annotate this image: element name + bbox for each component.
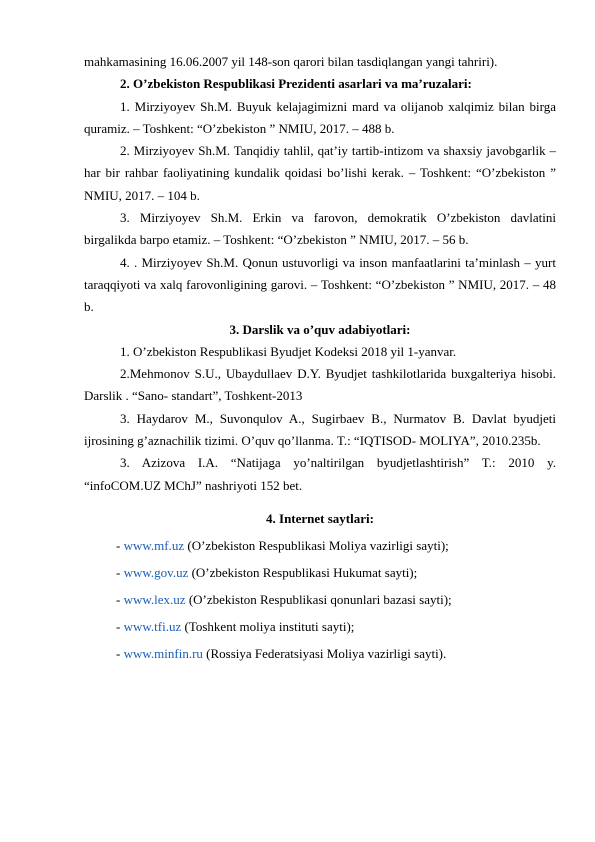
reference-item: 4. . Mirziyoyev Sh.M. Qonun ustuvorligi va inson manfaatlarini ta’minlash – yurt taraqqiyoti va xalq farovonligining garovi. – Toshkent: “O’zbekiston ” NMIU, 2017. – 48 b. bbox=[84, 254, 556, 315]
section-4-heading: 4. Internet saytlari: bbox=[266, 510, 374, 526]
site-link[interactable]: www.minfin.ru bbox=[123, 646, 203, 662]
site-description: (O’zbekiston Respublikasi Hukumat sayti); bbox=[188, 565, 418, 581]
reference-item: 3. Azizova I.A. “Natijaga yo’naltirilgan byudjetlashtirish” T.: 2010 y. “infoCOM.UZ MChJ” nashriyoti 152 bet. bbox=[84, 455, 556, 493]
site-link[interactable]: www.lex.uz bbox=[123, 592, 186, 608]
site-description: (Rossiya Federatsiyasi Moliya vazirligi sayti). bbox=[202, 646, 447, 662]
list-dash: - bbox=[116, 646, 124, 662]
reference-item: 2. Mirziyoyev Sh.M. Tanqidiy tahlil, qat’iy tartib-intizom va shaxsiy javobgarlik – har bir rahbar faoliyatining kundalik qoidasi bo’lishi kerak. – Toshkent: “O’zbekiston ” NMIU, 2017. – 104 b. bbox=[84, 143, 556, 203]
site-link[interactable]: www.gov.uz bbox=[123, 565, 189, 581]
intro-line: mahkamasining 16.06.2007 yil 148-son qarori bilan tasdiqlangan yangi tahriri). bbox=[84, 54, 498, 69]
site-description: (Toshkent moliya instituti sayti); bbox=[181, 619, 355, 635]
site-description: (O’zbekiston Respublikasi qonunlari bazasi sayti); bbox=[185, 592, 452, 608]
reference-item: 1. O’zbekiston Respublikasi Byudjet Kodeksi 2018 yil 1-yanvar. bbox=[120, 343, 457, 359]
reference-item: 2.Mehmonov S.U., Ubaydullaev D.Y. Byudjet tashkilotlarida buxgalteriya hisobi. Darslik . “Sano- standart”, Toshkent-2013 bbox=[84, 366, 556, 404]
section-3-heading: 3. Darslik va o’quv adabiyotlari: bbox=[229, 321, 411, 337]
reference-item: 3. Mirziyoyev Sh.M. Erkin va farovon, demokratik O’zbekiston davlatini birgalikda barpo etamiz. – Toshkent: “O’zbekiston ” NMIU, 2017. – 56 b. bbox=[84, 210, 556, 248]
reference-item: 1. Mirziyoyev Sh.M. Buyuk kelajagimizni mard va olijanob xalqimiz bilan birga quramiz. – Toshkent: “O’zbekiston ” NMIU, 2017. – 488 b. bbox=[84, 98, 556, 136]
site-description: (O’zbekiston Respublikasi Moliya vazirligi sayti); bbox=[184, 538, 449, 554]
site-link[interactable]: www.mf.uz bbox=[123, 538, 185, 554]
internet-site-item bbox=[84, 559, 556, 586]
internet-site-item bbox=[84, 586, 556, 613]
internet-site-item bbox=[84, 640, 556, 667]
list-dash: - bbox=[116, 538, 124, 554]
internet-site-item bbox=[84, 613, 556, 640]
internet-site-item bbox=[84, 532, 556, 559]
site-link[interactable]: www.tfi.uz bbox=[123, 619, 182, 635]
document-page bbox=[84, 51, 556, 667]
section-2-heading: 2. O’zbekiston Respublikasi Prezidenti asarlari va ma’ruzalari: bbox=[120, 76, 472, 92]
list-dash: - bbox=[116, 619, 124, 635]
list-dash: - bbox=[116, 565, 124, 581]
list-dash: - bbox=[116, 592, 124, 608]
reference-item: 3. Haydarov M., Suvonqulov A., Sugirbaev B., Nurmatov B. Davlat byudjeti ijrosining g’aznachilik tizimi. O’quv qo’llanma. T.: “IQTISOD- MOLIYA”, 2010.235b. bbox=[84, 410, 556, 449]
